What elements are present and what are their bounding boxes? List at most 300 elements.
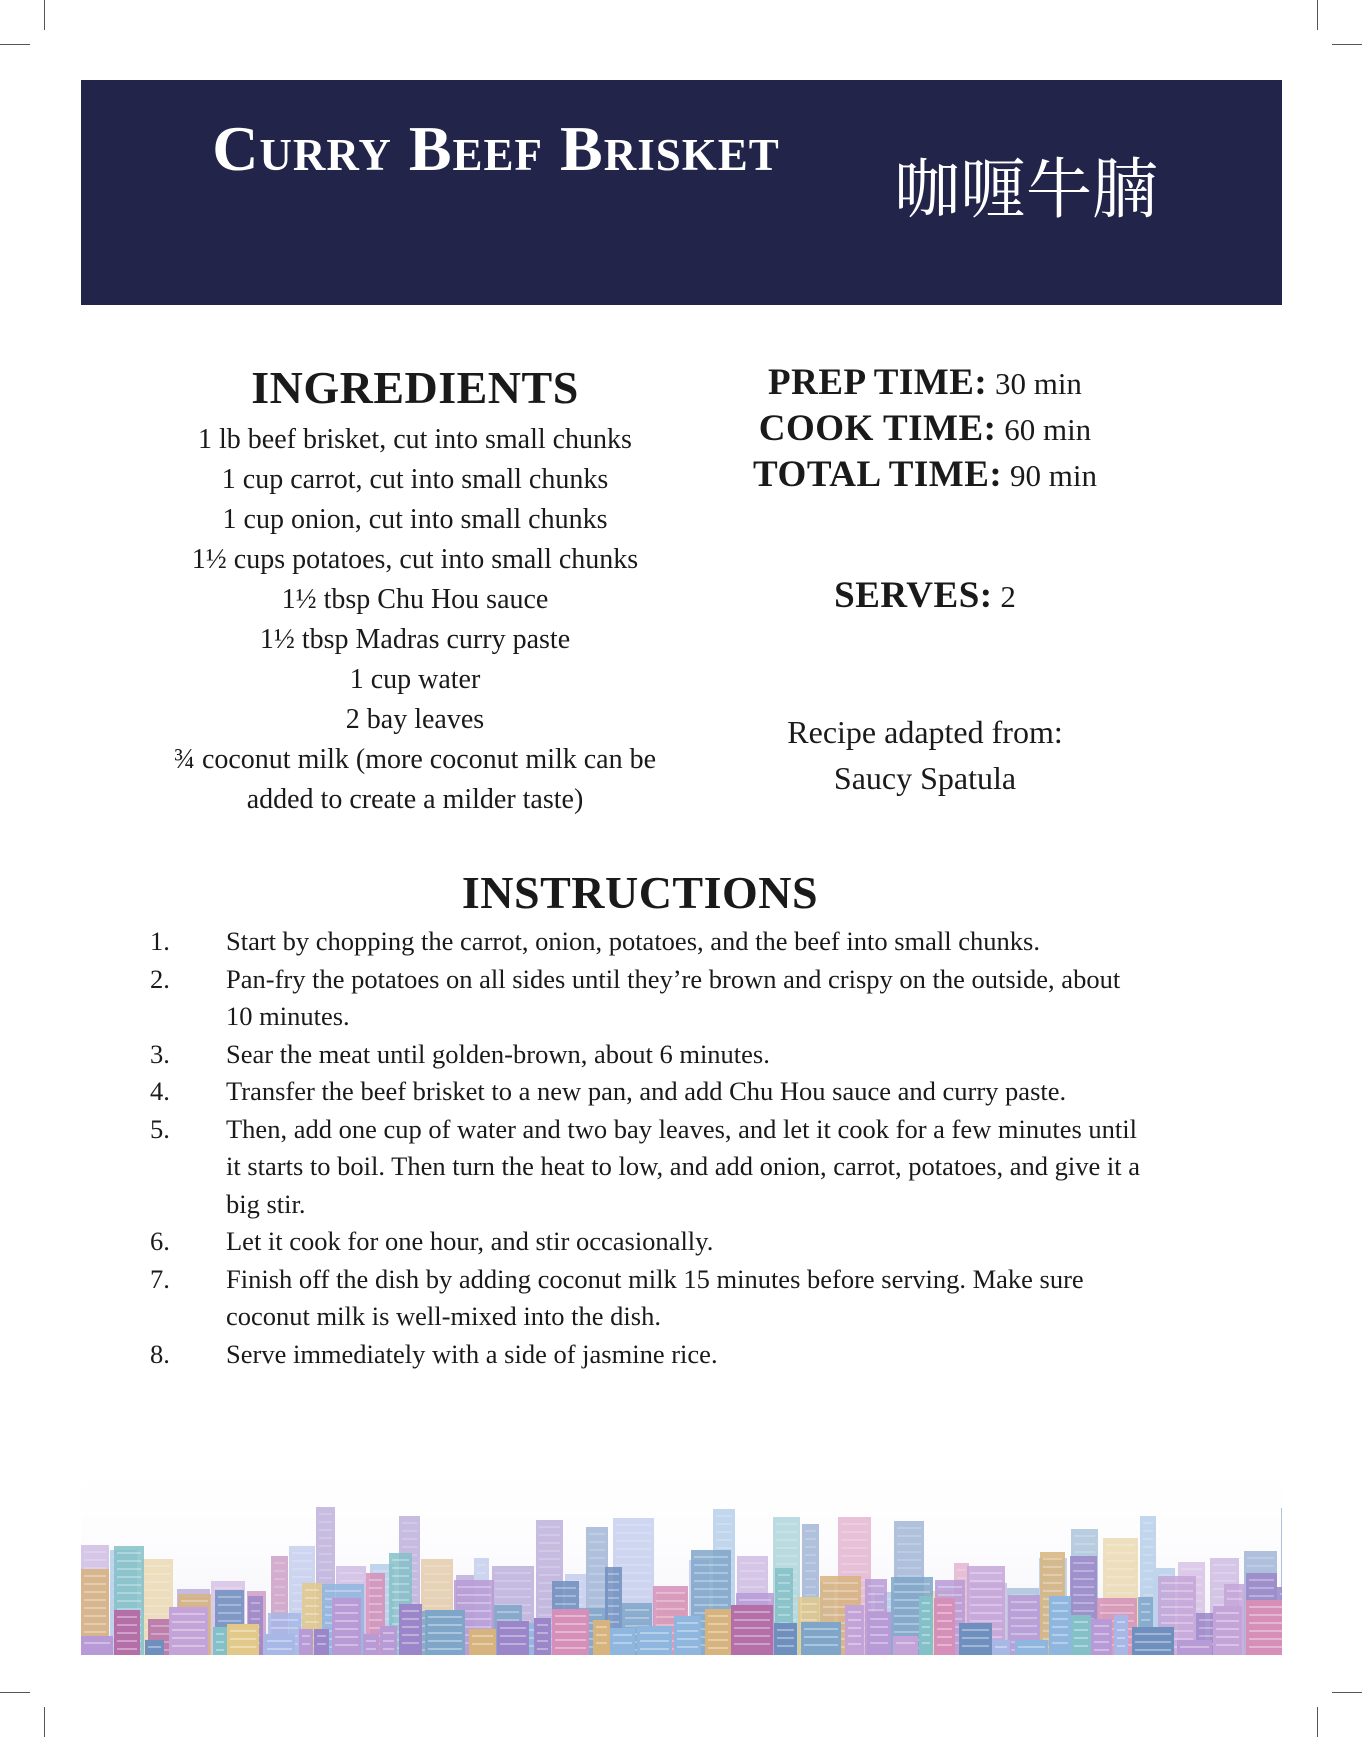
skyline-window [117,1648,137,1650]
skyline-window [1074,1535,1095,1537]
skyline-window [366,1648,376,1650]
skyline-window [1213,1572,1236,1574]
skyline-window [1073,1594,1094,1596]
skyline-window [335,1644,358,1646]
instruction-step [150,1111,1150,1224]
skyline-window [734,1611,770,1613]
skyline-window [870,1634,888,1636]
skyline-window [1249,1630,1282,1632]
skyline-window [555,1631,586,1633]
skyline-window [616,1540,651,1542]
skyline-window [117,1624,137,1626]
skyline-window [734,1627,770,1629]
skyline-window [402,1610,419,1612]
skyline-window [938,1594,962,1596]
skyline-window [716,1515,732,1517]
skyline-window [1216,1628,1239,1630]
skyline-window [734,1619,770,1621]
skyline-window [740,1562,765,1564]
skyline-window [739,1599,771,1601]
skyline-window [555,1587,576,1589]
skyline-window [117,1616,137,1618]
skyline-window [694,1588,728,1590]
crop-mark [1317,0,1318,30]
step-number: 2. [150,963,170,994]
skyline-window [962,1629,989,1631]
skyline-window [369,1619,382,1621]
skyline-window [274,1586,285,1588]
skyline-window [708,1647,728,1649]
skyline-window [1052,1602,1068,1604]
skyline-window [1011,1633,1037,1635]
skyline-window [897,1575,921,1577]
skyline-window [1011,1617,1037,1619]
skyline-window [1143,1554,1153,1556]
skyline-window [84,1567,106,1569]
skyline-window [335,1636,358,1638]
skyline-window [1043,1566,1062,1568]
skyline-window [848,1611,861,1613]
skyline-window [613,1642,632,1644]
skyline-window [274,1578,285,1580]
step-text: Then, add one cup of water and two bay leaves, and let it cook for a few minutes until it starts to boil. Then turn the heat to low, and add onion, carrot, potatoes, and give it a big stir. [226,1113,1141,1219]
skyline-window [804,1628,838,1630]
skyline-window [640,1640,669,1642]
skyline-building [314,1629,329,1655]
skyline-window [1073,1578,1094,1580]
skyline-window [117,1600,141,1602]
skyline-window [656,1608,685,1610]
step-number: 4. [150,1076,170,1106]
skyline-window [1161,1582,1193,1584]
step-text: Finish off the dish by adding coconut milk 15 minutes before serving. Make sure coconut milk is well-mixed into the dish. [226,1263,1084,1331]
skyline-window [1135,1649,1171,1651]
skyline-window [457,1602,491,1604]
skyline-window [117,1592,141,1594]
skyline-window [392,1591,409,1593]
step-number: 7. [150,1263,170,1294]
skyline-window [84,1642,110,1644]
step-text: Pan-fry the potatoes on all sides until they’re brown and crispy on the outside, about 10 minutes. [226,963,1121,1031]
skyline-window [962,1637,989,1639]
skyline-window [970,1612,1002,1614]
skyline-window [539,1534,560,1536]
skyline-building [1049,1596,1071,1655]
skyline-window [1117,1621,1125,1623]
skyline-window [302,1635,310,1637]
skyline-window [539,1574,560,1576]
skyline-window [922,1642,930,1644]
skyline-window [1249,1579,1274,1581]
skyline-window [937,1604,952,1606]
ingredient-item: 1 cup carrot, cut into small chunks [221,464,609,495]
skyline-window [230,1638,256,1640]
skyline-window [84,1559,106,1561]
skyline-window [1094,1633,1109,1635]
skyline-window [970,1572,1002,1574]
skyline-window [335,1612,358,1614]
skyline-window [870,1618,888,1620]
skyline-window [868,1585,884,1587]
skyline-window [1227,1598,1242,1600]
skyline-window [922,1610,930,1612]
skyline-window [848,1643,861,1645]
skyline-window [957,1569,966,1571]
skyline-window [677,1646,698,1648]
skyline-window [608,1605,619,1607]
skyline-window [1249,1587,1274,1589]
skyline-window [457,1594,491,1596]
skyline-window [539,1550,560,1552]
skyline-window [539,1558,560,1560]
skyline-window [1249,1614,1282,1616]
skyline-window [172,1637,205,1639]
skyline-window [805,1578,816,1580]
skyline-window [302,1643,310,1645]
instruction-step [150,1336,1150,1374]
skyline-window [694,1572,728,1574]
skyline-window [694,1580,728,1582]
skyline-window [1216,1636,1239,1638]
skyline-window [805,1586,816,1588]
skyline-window [841,1523,868,1525]
skyline-window [1074,1621,1088,1623]
skyline-window [1143,1538,1153,1540]
step-text: Start by chopping the carrot, onion, potatoes, and the beef into small chunks. [226,926,1040,956]
skyline-window [656,1592,685,1594]
skyline-window [613,1634,632,1636]
skyline-window [1117,1637,1125,1639]
skyline-window [402,1522,417,1524]
skyline-window [218,1612,241,1614]
skyline-window [1074,1629,1088,1631]
skyline-window [335,1620,358,1622]
skyline-window [392,1583,409,1585]
skyline-window [335,1604,358,1606]
crop-mark [1332,1692,1362,1693]
title-banner [81,80,1282,305]
skyline-window [734,1643,770,1645]
skyline-window [1161,1606,1193,1608]
step-text: Let it cook for one hour, and stir occasionally. [226,1226,714,1256]
skyline-window [1181,1568,1202,1570]
skyline-window [428,1640,462,1642]
skyline-window [677,1622,698,1624]
skyline-building [332,1598,361,1655]
skyline-window [271,1619,298,1621]
skyline-window [694,1604,728,1606]
skyline-window [894,1583,930,1585]
skyline-window [555,1595,576,1597]
instruction-step [150,961,1150,1036]
skyline-window [1161,1614,1193,1616]
skyline-window [805,1562,816,1564]
skyline-window [841,1539,868,1541]
skyline-window [537,1632,548,1634]
skyline-window [319,1545,332,1547]
skyline-window [1073,1610,1094,1612]
skyline-window [1106,1552,1135,1554]
skyline-window [897,1567,921,1569]
skyline-window [319,1513,332,1515]
skyline-window [172,1629,205,1631]
skyline-window [145,1589,170,1591]
skyline-window [716,1531,732,1533]
skyline-window [734,1635,770,1637]
skyline-window [1247,1557,1274,1559]
skyline-window [708,1615,728,1617]
skyline-window [1143,1594,1153,1596]
skyline-window [938,1586,962,1588]
skyline-building [497,1621,529,1655]
ingredient-item: ¾ coconut milk (more coconut milk can be added to create a milder taste) [173,744,657,815]
skyline-window [369,1595,382,1597]
skyline-window [1018,1646,1045,1648]
skyline-window [848,1619,861,1621]
skyline-window [694,1564,728,1566]
skyline-window [477,1564,486,1566]
skyline-window [589,1565,605,1567]
skyline-window [596,1626,607,1628]
skyline-window [472,1643,493,1645]
skyline-window [84,1575,106,1577]
instruction-step [150,1261,1150,1336]
skyline-window [117,1552,141,1554]
skyline-window [848,1627,861,1629]
skyline-window [274,1602,285,1604]
instruction-step [150,1223,1150,1261]
skyline-window [805,1530,816,1532]
skyline-window [1043,1558,1062,1560]
skyline-window [1216,1612,1239,1614]
skyline-window [708,1623,728,1625]
skyline-window [230,1630,256,1632]
skyline-window [589,1589,605,1591]
skyline-window [537,1640,548,1642]
skyline-window [1011,1625,1037,1627]
skyline-window [500,1635,526,1637]
skyline-window [457,1586,491,1588]
skyline-window [608,1589,619,1591]
skyline-window [740,1586,765,1588]
skyline-window [305,1621,319,1623]
skyline-window [1227,1590,1242,1592]
serves [700,573,1150,619]
crop-mark [1317,1707,1318,1737]
skyline-window [589,1581,605,1583]
skyline-window [1011,1601,1037,1603]
step-text: Transfer the beef brisket to a new pan, and add Chu Hou sauce and curry paste. [226,1076,1067,1106]
skyline-window [1052,1618,1068,1620]
skyline-window [402,1538,417,1540]
skyline-window [495,1588,531,1590]
skyline-window [777,1645,794,1647]
skyline-window [424,1565,450,1567]
skyline-window [1180,1646,1209,1648]
skyline-window [1216,1620,1239,1622]
skyline-window [937,1636,952,1638]
ingredient-item: 1½ tbsp Chu Hou sauce [281,584,549,615]
skyline-window [708,1639,728,1641]
skyline-window [716,1539,732,1541]
skyline-window [392,1567,409,1569]
skyline-window [151,1633,172,1635]
skyline-window [776,1547,797,1549]
total-time-value: 90 min [1009,458,1097,493]
skyline-window [145,1613,170,1615]
skyline-window [366,1640,376,1642]
skyline-window [402,1546,417,1548]
skyline-window [216,1633,224,1635]
skyline-window [555,1615,586,1617]
instructions-section [150,865,1150,1373]
ingredient-item: 1½ cups potatoes, cut into small chunks [191,544,639,575]
skyline-window [267,1648,292,1650]
step-number: 6. [150,1226,170,1256]
skyline-window [317,1643,326,1645]
skyline-window [868,1601,884,1603]
skyline-building [363,1634,379,1655]
skyline-window [1143,1578,1153,1580]
skyline-window [801,1603,817,1605]
skyline-window [897,1535,921,1537]
skyline-window [1106,1544,1135,1546]
skyline-window [1280,1593,1282,1595]
serves-value: 2 [1000,579,1016,614]
skyline-window [424,1597,450,1599]
skyline-window [325,1590,361,1592]
skyline-window [608,1597,619,1599]
skyline-window [1249,1638,1282,1640]
skyline-building [81,1636,113,1655]
skyline-window [84,1615,106,1617]
crop-mark [0,44,30,45]
skyline-building [469,1629,496,1655]
skyline-window [716,1547,732,1549]
skyline-building [801,1622,841,1655]
skyline-building [610,1628,635,1655]
skyline-window [740,1570,765,1572]
skyline-window [1141,1603,1150,1605]
skyline-window [274,1570,285,1572]
skyline-window [555,1623,586,1625]
ingredients-section [110,360,720,820]
skyline-window [1141,1619,1150,1621]
skyline-window [616,1524,651,1526]
cook-time [700,406,1150,452]
skyline-window [305,1613,319,1615]
skyline-window [1094,1641,1109,1643]
skyline-window [1106,1560,1135,1562]
skyline-window [392,1575,409,1577]
skyline-window [339,1580,363,1582]
skyline-window [84,1591,106,1593]
skyline-window [868,1593,884,1595]
skyline-window [848,1635,861,1637]
skyline-window [694,1556,728,1558]
skyline-window [500,1643,526,1645]
skyline-window [805,1546,816,1548]
skyline-window [555,1603,576,1605]
step-number: 8. [150,1338,170,1369]
crop-mark [1332,44,1362,45]
credit-line: Recipe adapted from: [787,714,1063,750]
skyline-window [897,1527,921,1529]
skyline-window [589,1605,605,1607]
skyline-window [218,1596,241,1598]
skyline-window [495,1596,531,1598]
skyline-window [151,1625,172,1627]
skyline-window [319,1521,332,1523]
skyline-window [823,1590,858,1592]
skyline-window [369,1587,382,1589]
skyline-window [495,1572,531,1574]
skyline-window [616,1548,651,1550]
skyline-window [823,1582,858,1584]
skyline-window [625,1609,649,1611]
skyline-window [1052,1634,1068,1636]
skyline-window [214,1587,242,1589]
skyline-window [145,1565,170,1567]
skyline-window [1074,1637,1088,1639]
skyline-window [804,1644,838,1646]
skyline-window [708,1631,728,1633]
recipe-title: Curry Beef Brisket [212,113,780,184]
skyline-window [319,1529,332,1531]
skyline-window [589,1573,605,1575]
skyline-window [1043,1582,1062,1584]
skyline-window [805,1594,816,1596]
skyline-window [537,1648,548,1650]
skyline-window [1117,1629,1125,1631]
skyline-window [589,1549,605,1551]
skyline-window [369,1603,382,1605]
skyline-window [172,1645,205,1647]
skyline-window [392,1559,409,1561]
skyline-window [656,1600,685,1602]
skyline-window [776,1555,797,1557]
skyline-window [777,1629,794,1631]
skyline-window [424,1573,450,1575]
skyline-window [922,1634,930,1636]
ingredient-item: 1 lb beef brisket, cut into small chunks [198,424,632,455]
skyline-window [117,1608,141,1610]
skyline-window [937,1612,952,1614]
skyline-window [823,1598,858,1600]
skyline-window [778,1590,790,1592]
serves-label: SERVES: [834,575,993,616]
skyline-window [292,1560,312,1562]
skyline-building [934,1598,955,1655]
skyline-window [801,1619,817,1621]
skyline-window [218,1604,241,1606]
skyline-window [267,1640,292,1642]
skyline-window [428,1632,462,1634]
skyline-window [616,1532,651,1534]
skyline-window [383,1640,394,1642]
skyline-window [1011,1609,1037,1611]
skyline-window [424,1605,450,1607]
skyline-window [1161,1622,1193,1624]
skyline-building [264,1634,295,1655]
skyline-window [172,1621,205,1623]
crop-mark [44,1707,45,1737]
skyline-window [740,1578,765,1580]
skyline-window [589,1597,605,1599]
skyline-window [1213,1580,1236,1582]
skyline-window [1161,1590,1193,1592]
skyline-window [937,1644,952,1646]
